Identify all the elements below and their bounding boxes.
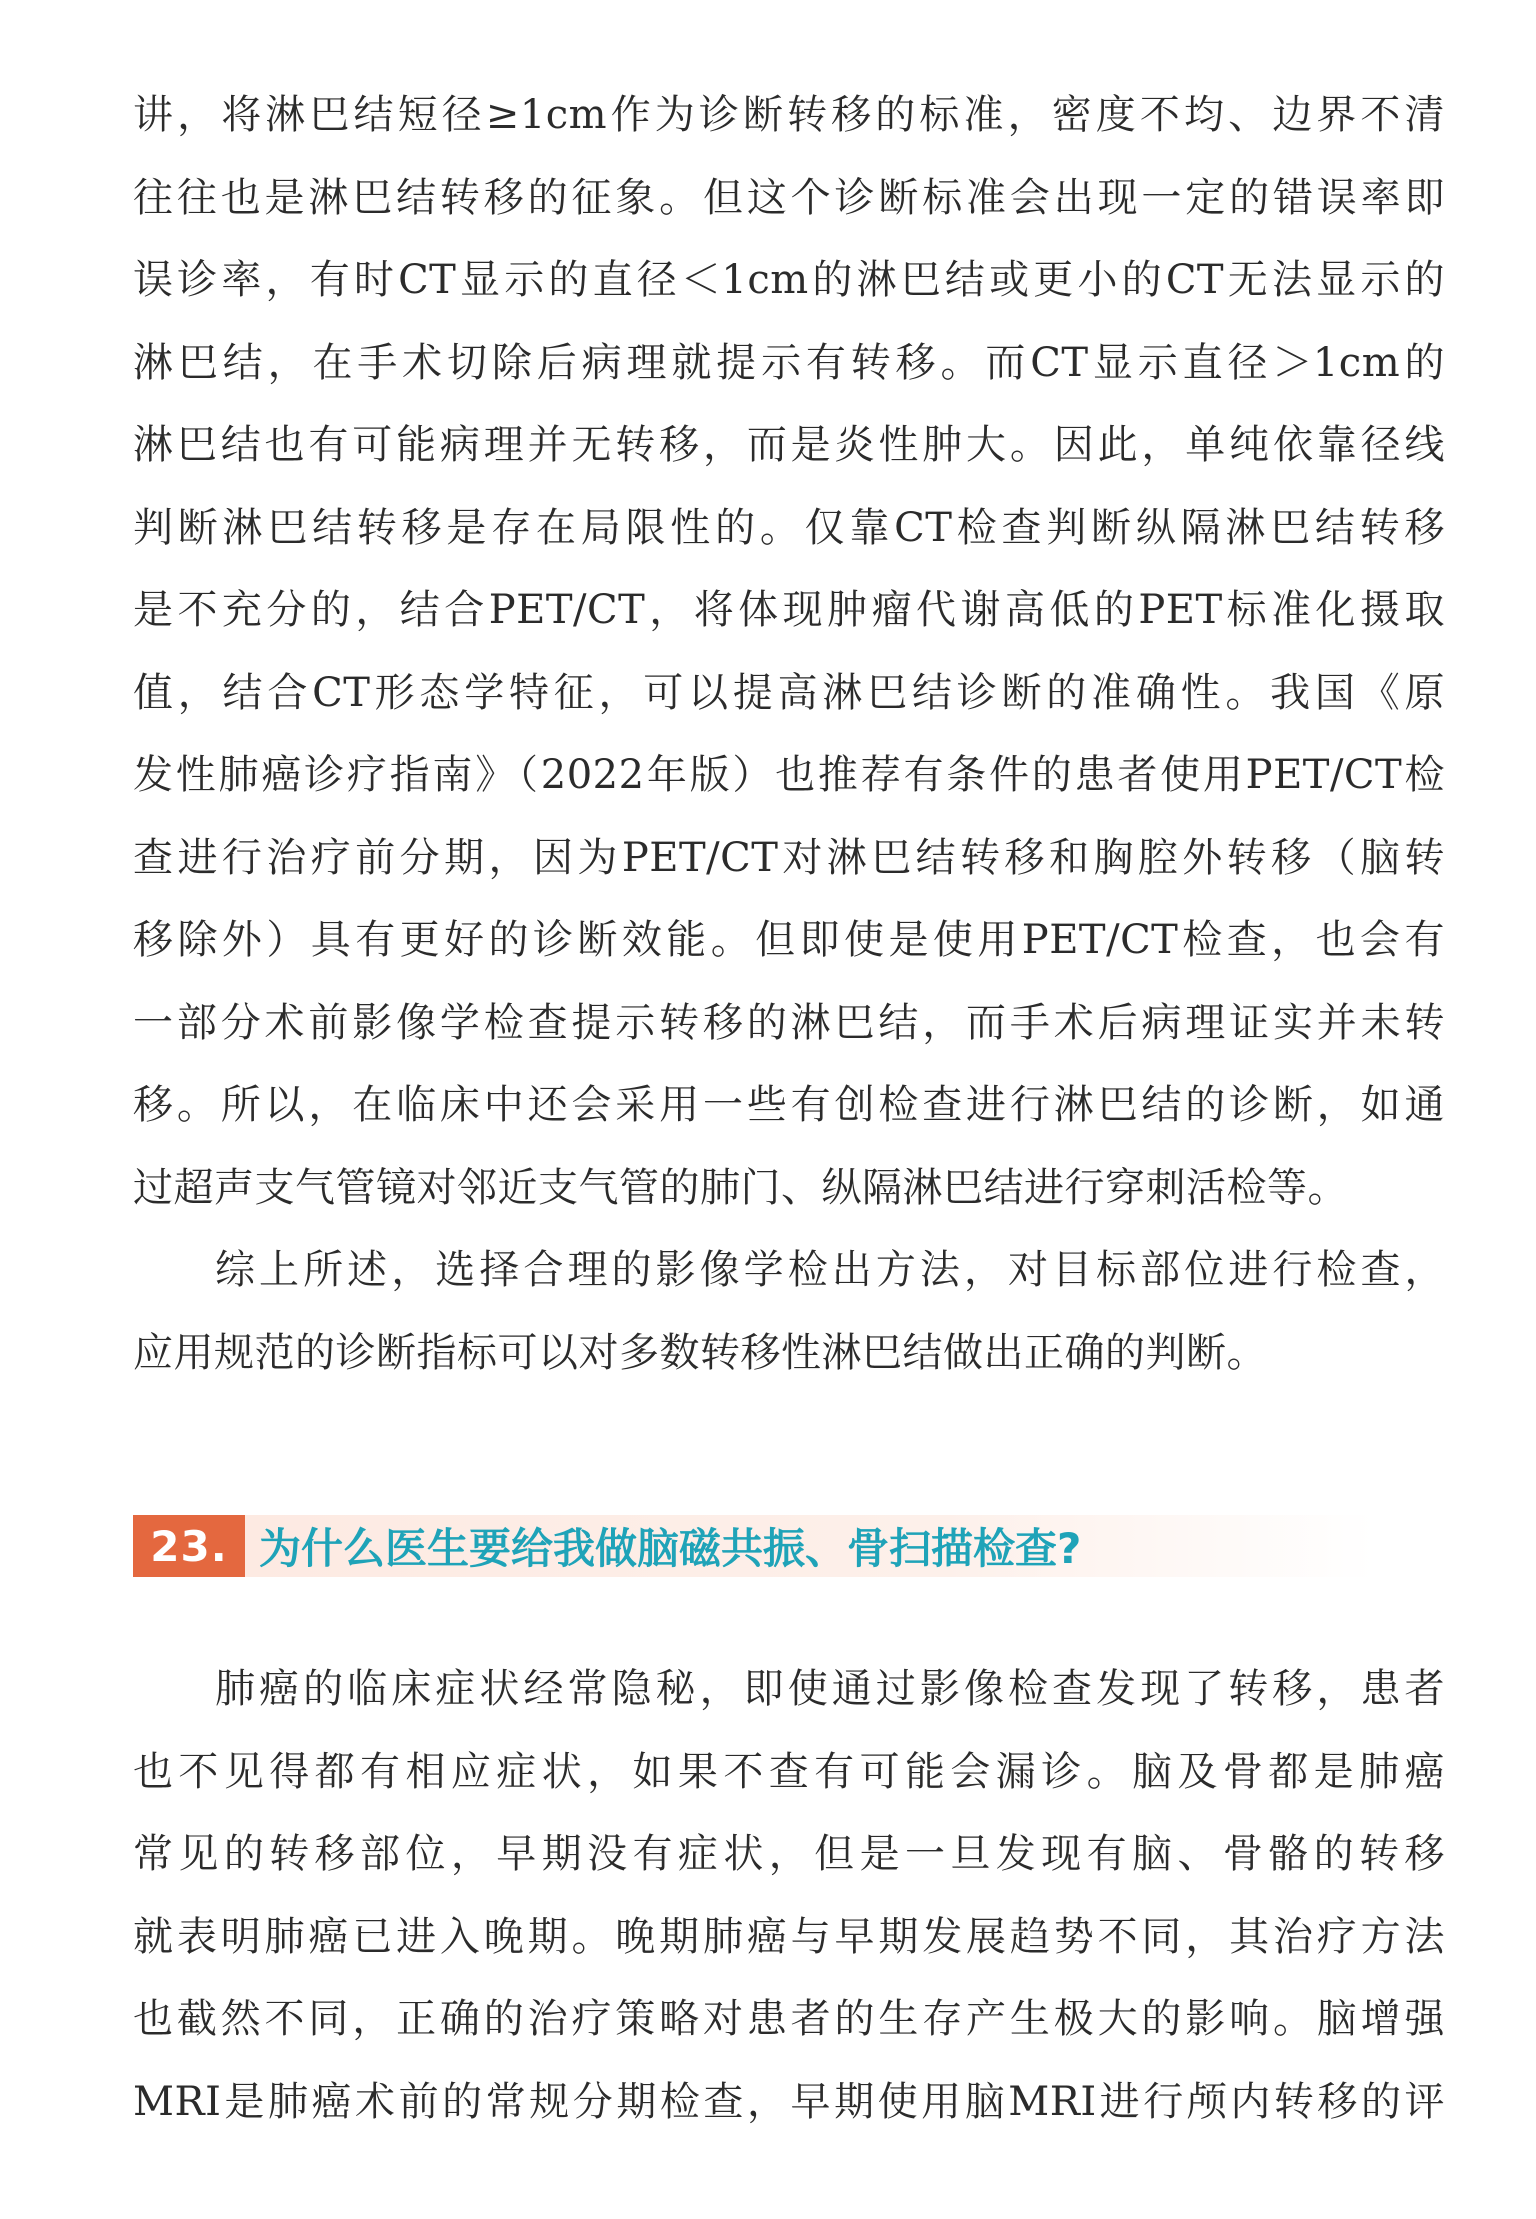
text-line: 一部分术前影像学检查提示转移的淋巴结，而手术后病理证实并未转 <box>133 999 1445 1046</box>
text-line: 讲，将淋巴结短径≥1cm作为诊断转移的标准，密度不均、边界不清 <box>133 92 1445 138</box>
text-line: 误诊率，有时CT显示的直径＜1cm的淋巴结或更小的CT无法显示的 <box>133 257 1445 303</box>
text-line: 肺癌的临床症状经常隐秘，即使通过影像检查发现了转移，患者 <box>215 1666 1445 1712</box>
section-number: 23. <box>133 1515 245 1577</box>
text-line: 常见的转移部位，早期没有症状，但是一旦发现有脑、骨骼的转移 <box>133 1831 1445 1877</box>
text-line: 发性肺癌诊疗指南》（2022年版）也推荐有条件的患者使用PET/CT检 <box>133 752 1445 798</box>
text-line: 也截然不同，正确的治疗策略对患者的生存产生极大的影响。脑增强 <box>133 1996 1445 2042</box>
text-line: 也不见得都有相应症状，如果不查有可能会漏诊。脑及骨都是肺癌 <box>133 1748 1445 1795</box>
text-line: 是不充分的，结合PET/CT，将体现肿瘤代谢高低的PET标准化摄取 <box>133 587 1445 633</box>
text-line: MRI是肺癌术前的常规分期检查，早期使用脑MRI进行颅内转移的评 <box>133 2078 1445 2125</box>
text-line: 综上所述，选择合理的影像学检出方法，对目标部位进行检查， <box>215 1247 1445 1293</box>
text-line: 过超声支气管镜对邻近支气管的肺门、纵隔淋巴结进行穿刺活检等。 <box>133 1164 1348 1211</box>
text-line: 移除外）具有更好的诊断效能。但即使是使用PET/CT检查，也会有 <box>133 917 1445 963</box>
section-title: 为什么医生要给我做脑磁共振、骨扫描检查? <box>259 1524 1082 1573</box>
text-line: 移。所以，在临床中还会采用一些有创检查进行淋巴结的诊断，如通 <box>133 1082 1445 1128</box>
paragraph-summary <box>133 1229 1445 1394</box>
section-heading <box>133 1515 1375 1577</box>
paragraph-brain-bone-scan <box>133 1648 1445 2143</box>
text-line: 就表明肺癌已进入晚期。晚期肺癌与早期发展趋势不同，其治疗方法 <box>133 1913 1445 1960</box>
text-line: 值，结合CT形态学特征，可以提高淋巴结诊断的准确性。我国《原 <box>133 669 1445 716</box>
text-line: 查进行治疗前分期，因为PET/CT对淋巴结转移和胸腔外转移（脑转 <box>133 834 1445 881</box>
text-line: 判断淋巴结转移是存在局限性的。仅靠CT检查判断纵隔淋巴结转移 <box>133 504 1445 551</box>
text-line: 淋巴结也有可能病理并无转移，而是炎性肿大。因此，单纯依靠径线 <box>133 422 1445 468</box>
text-line: 应用规范的诊断指标可以对多数转移性淋巴结做出正确的判断。 <box>133 1329 1267 1376</box>
text-line: 往往也是淋巴结转移的征象。但这个诊断标准会出现一定的错误率即 <box>133 174 1445 221</box>
text-line: 淋巴结，在手术切除后病理就提示有转移。而CT显示直径＞1cm的 <box>133 339 1445 386</box>
paragraph-lymph-node-diagnosis <box>133 74 1445 1229</box>
